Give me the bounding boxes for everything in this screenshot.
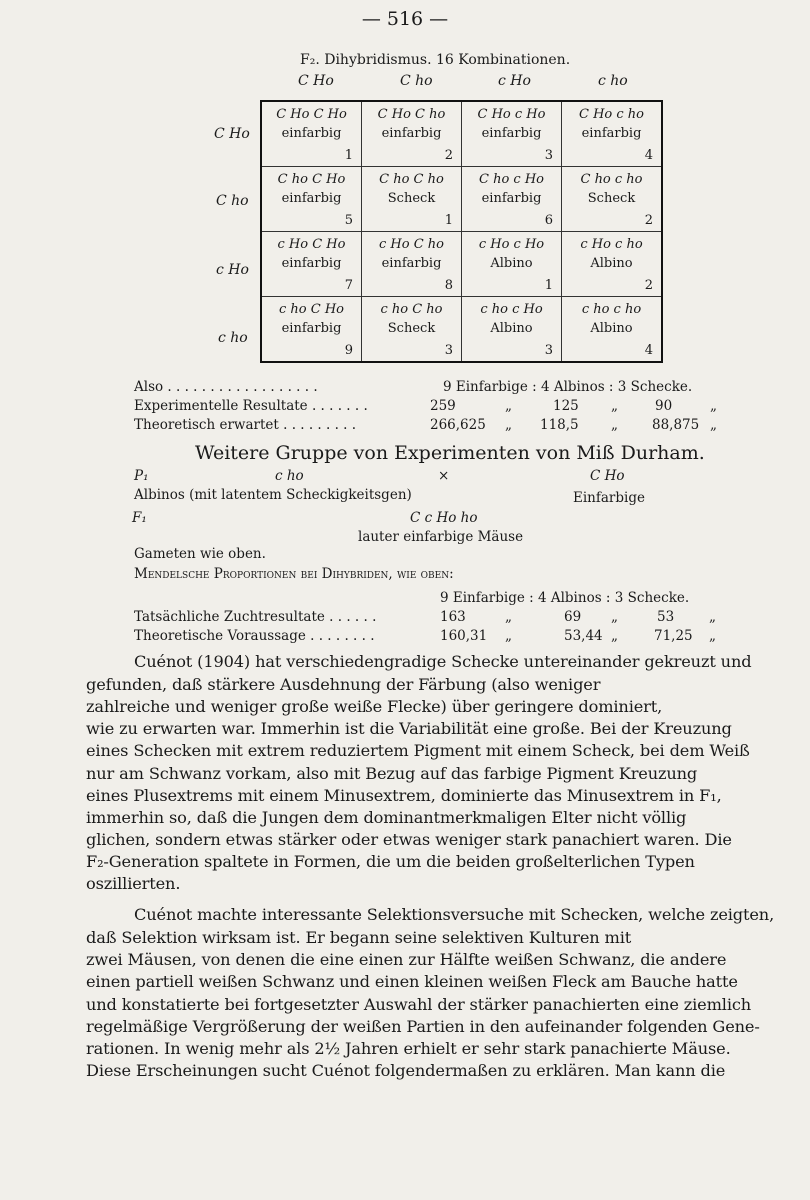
punnett-cell (362, 232, 462, 297)
f1-phenotype: lauter einfarbige Mäuse (358, 529, 524, 545)
cell-number: 8 (444, 278, 453, 293)
ratio-line: 9 Einfarbige : 4 Albinos : 3 Schecke. (440, 590, 690, 606)
cell-phenotype: einfarbig (581, 126, 642, 141)
cell-genotype: C Ho C Ho (276, 107, 347, 122)
paragraph-line: nur am Schwanz vorkam, also mit Bezug auf das farbige Pigment Kreuzung (86, 764, 698, 783)
punnett-square (260, 100, 663, 363)
cell-genotype: c Ho c ho (580, 237, 643, 252)
cell-number: 6 (544, 213, 553, 228)
cell-phenotype: einfarbig (281, 126, 342, 141)
row-header: C Ho (214, 126, 250, 142)
experimental-value: 259 (430, 398, 456, 414)
f1-genotype: C c Ho ho (410, 510, 478, 526)
cell-phenotype: einfarbig (381, 256, 442, 271)
paragraph-line: regelmäßige Vergrößerung der weißen Partien in den aufeinander folgenden Gene- (86, 1017, 760, 1036)
punnett-cell (261, 167, 362, 232)
cell-number: 2 (444, 148, 453, 163)
punnett-cell (462, 232, 562, 297)
cell-genotype: C ho C ho (379, 172, 444, 187)
cell-genotype: c ho c ho (581, 302, 642, 317)
cell-phenotype: Scheck (387, 321, 436, 336)
predicted-value: 53,44 (564, 628, 603, 644)
punnett-cell (261, 232, 362, 297)
punnett-title: F₂. Dihybridismus. 16 Kombinationen. (300, 52, 571, 68)
punnett-cell (362, 101, 462, 167)
cell-number: 9 (344, 343, 353, 358)
paragraph-line: Cuénot machte interessante Selektionsversuche mit Schecken, welche zeigten, (134, 905, 775, 924)
mendel-note: Mendelsche Proportionen bei Dihybriden, wie oben: (134, 566, 454, 582)
ditto-mark: „ (611, 628, 618, 644)
cell-phenotype: Albino (490, 256, 533, 271)
cell-number: 3 (444, 343, 453, 358)
predicted-value: 71,25 (654, 628, 693, 644)
col-header: c Ho (498, 73, 531, 89)
punnett-row (261, 167, 662, 232)
paragraph-line: gefunden, daß stärkere Ausdehnung der Färbung (also weniger (86, 675, 601, 694)
ditto-mark: „ (611, 609, 618, 625)
col-header: C Ho (298, 73, 334, 89)
theoretical-label: Theoretisch erwartet . . . . . . . . . (134, 417, 357, 433)
punnett-row (261, 297, 662, 363)
cell-phenotype: Scheck (587, 191, 636, 206)
cell-genotype: C ho c Ho (479, 172, 544, 187)
cell-number: 2 (644, 213, 653, 228)
col-header: C ho (400, 73, 433, 89)
cell-phenotype: Albino (590, 321, 633, 336)
cell-phenotype: einfarbig (281, 191, 342, 206)
also-values: 9 Einfarbige : 4 Albinos : 3 Schecke. (443, 379, 693, 395)
theoretical-value: 266,625 (430, 417, 486, 433)
cell-phenotype: Albino (490, 321, 533, 336)
ditto-mark: „ (505, 398, 512, 414)
paragraph-line: F₂-Generation spaltete in Formen, die um die beiden großelterlichen Typen (86, 852, 695, 871)
cell-genotype: c Ho c Ho (478, 237, 545, 252)
actual-results-label: Tatsächliche Zuchtresultate . . . . . . (134, 609, 377, 625)
paragraph-line: eines Plusextrems mit einem Minusextrem, dominierte das Minusextrem in F₁, (86, 786, 722, 805)
ditto-mark: „ (710, 417, 717, 433)
theoretical-value: 118,5 (540, 417, 579, 433)
ditto-mark: „ (505, 417, 512, 433)
cell-number: 5 (344, 213, 353, 228)
ditto-mark: „ (710, 398, 717, 414)
row-header: C ho (216, 193, 249, 209)
experimental-value: 125 (553, 398, 579, 414)
paragraph-line: zahlreiche und weniger große weiße Flecke) über geringere dominiert, (86, 697, 663, 716)
punnett-cell (462, 297, 562, 363)
p1-genotype-left: c ho (275, 468, 304, 484)
paragraph-line: Cuénot (1904) hat verschiedengradige Schecke untereinander gekreuzt und (134, 652, 752, 671)
row-header: c ho (218, 330, 248, 346)
paragraph-line: daß Selektion wirksam ist. Er begann seine selektiven Kulturen mit (86, 928, 632, 947)
punnett-cell (562, 167, 663, 232)
paragraph-line: einen partiell weißen Schwanz und einen kleinen weißen Fleck am Bauche hatte (86, 972, 738, 991)
cell-number: 4 (644, 148, 653, 163)
cell-phenotype: einfarbig (481, 191, 542, 206)
cell-phenotype: einfarbig (281, 321, 342, 336)
f1-label: F₁ (132, 510, 147, 526)
einfarbige-label: Einfarbige (573, 490, 645, 506)
cell-number: 4 (644, 343, 653, 358)
cell-number: 3 (544, 343, 553, 358)
actual-value: 163 (440, 609, 466, 625)
p1-genotype-right: C Ho (590, 468, 625, 484)
paragraph-line: glichen, sondern etwas stärker oder etwas weniger stark panachiert waren. Die (86, 830, 732, 849)
cell-genotype: C ho c ho (580, 172, 643, 187)
cell-number: 1 (344, 148, 353, 163)
cell-genotype: c Ho C ho (379, 237, 444, 252)
ditto-mark: „ (505, 609, 512, 625)
ditto-mark: „ (709, 609, 716, 625)
cell-phenotype: Scheck (387, 191, 436, 206)
ditto-mark: „ (611, 398, 618, 414)
ditto-mark: „ (611, 417, 618, 433)
row-header: c Ho (216, 262, 249, 278)
actual-value: 69 (564, 609, 582, 625)
punnett-row (261, 101, 662, 167)
paragraph-line: oszillierten. (86, 874, 181, 893)
punnett-cell (261, 297, 362, 363)
predicted-value: 160,31 (440, 628, 488, 644)
punnett-cell (462, 167, 562, 232)
punnett-cell (362, 167, 462, 232)
actual-value: 53 (657, 609, 675, 625)
cell-genotype: C Ho C ho (377, 107, 446, 122)
experimental-value: 90 (655, 398, 673, 414)
cell-genotype: c Ho C Ho (277, 237, 346, 252)
gameten-note: Gameten wie oben. (134, 546, 266, 562)
cell-genotype: C Ho c ho (579, 107, 644, 122)
also-label: Also . . . . . . . . . . . . . . . . . . (134, 379, 318, 395)
ditto-mark: „ (709, 628, 716, 644)
punnett-cell (562, 232, 663, 297)
cell-genotype: c ho C ho (380, 302, 443, 317)
cell-genotype: C ho C Ho (277, 172, 346, 187)
cell-genotype: C Ho c Ho (477, 107, 546, 122)
paragraph-line: zwei Mäusen, von denen die eine einen zur Hälfte weißen Schwanz, die andere (86, 950, 727, 969)
cell-number: 1 (544, 278, 553, 293)
albinos-label: Albinos (mit latentem Scheckigkeitsgen) (134, 487, 412, 503)
cell-number: 7 (344, 278, 353, 293)
punnett-cell (462, 101, 562, 167)
cell-number: 2 (644, 278, 653, 293)
cross-symbol: × (438, 468, 450, 484)
predicted-label: Theoretische Voraussage . . . . . . . . (134, 628, 375, 644)
paragraph-line: eines Schecken mit extrem reduziertem Pigment mit einem Scheck, bei dem Weiß (86, 741, 750, 760)
p1-label: P₁ (134, 468, 149, 484)
theoretical-value: 88,875 (652, 417, 700, 433)
col-header: c ho (598, 73, 628, 89)
paragraph-line: rationen. In wenig mehr als 2½ Jahren erhielt er sehr stark panachierte Mäuse. (86, 1039, 731, 1058)
page-number: — 516 — (361, 8, 449, 30)
cell-genotype: c ho c Ho (480, 302, 543, 317)
punnett-cell (261, 101, 362, 167)
cell-phenotype: einfarbig (481, 126, 542, 141)
paragraph-line: Diese Erscheinungen sucht Cuénot folgendermaßen zu erklären. Man kann die (86, 1061, 726, 1080)
cell-number: 1 (444, 213, 453, 228)
cell-phenotype: einfarbig (281, 256, 342, 271)
punnett-cell (562, 297, 663, 363)
paragraph-line: und konstatierte bei fortgesetzter Auswahl der stärker panachierten eine ziemlich (86, 995, 752, 1014)
paragraph-line: wie zu erwarten war. Immerhin ist die Variabilität eine große. Bei der Kreuzung (86, 719, 732, 738)
punnett-cell (562, 101, 663, 167)
cell-number: 3 (544, 148, 553, 163)
ditto-mark: „ (505, 628, 512, 644)
cell-genotype: c ho C Ho (279, 302, 344, 317)
punnett-cell (362, 297, 462, 363)
cell-phenotype: einfarbig (381, 126, 442, 141)
cell-phenotype: Albino (590, 256, 633, 271)
experimental-label: Experimentelle Resultate . . . . . . . (134, 398, 368, 414)
paragraph-line: immerhin so, daß die Jungen dem dominantmerkmaligen Elter nicht völlig (86, 808, 687, 827)
punnett-row (261, 232, 662, 297)
section-heading: Weitere Gruppe von Experimenten von Miß Durham. (195, 442, 705, 464)
